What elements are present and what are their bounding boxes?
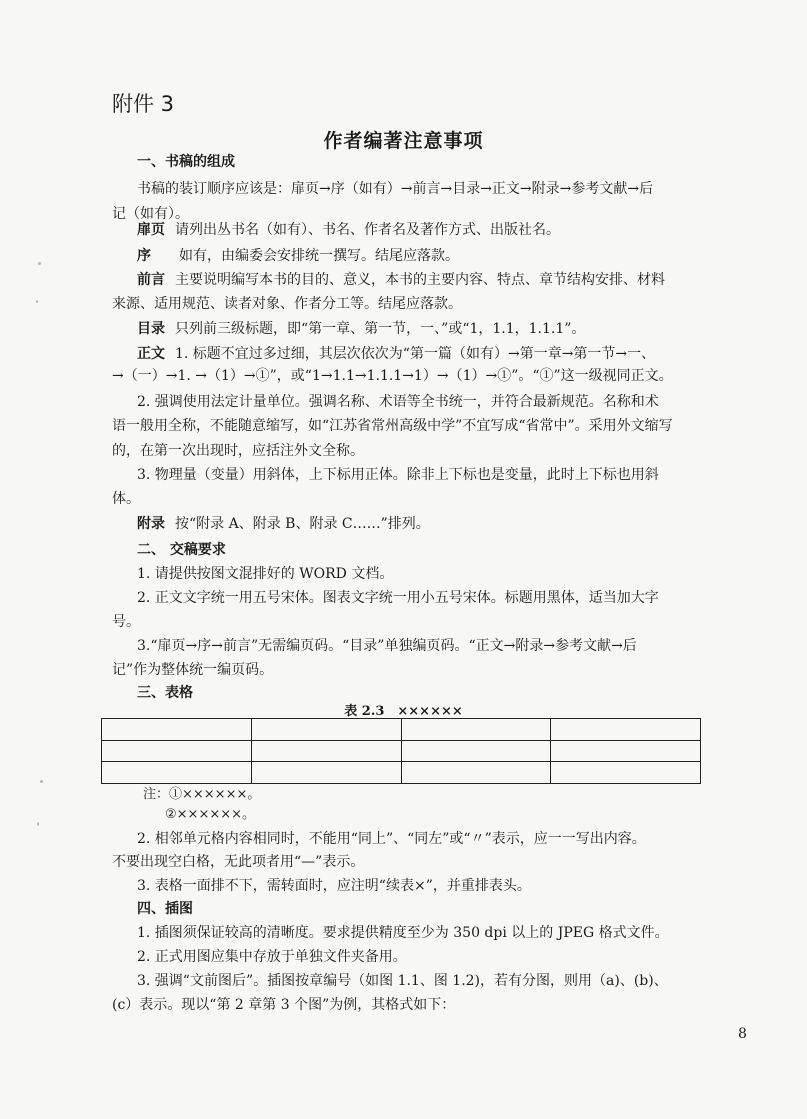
table-item-2-line-2: 不要出现空白格，无此项者用“—”表示。 — [112, 854, 365, 870]
table-note-1: 注：①××××××。 — [143, 787, 261, 802]
zhengwen-item-1-line-1: 1. 标题不宜过多过细，其层次依次为“第一篇（如有）→第一章→第一节→一、 — [175, 346, 656, 362]
table-row — [102, 740, 701, 762]
fulu-paragraph — [137, 515, 430, 533]
table-cell — [551, 719, 701, 741]
xu-paragraph — [137, 247, 459, 265]
table-cell — [251, 762, 401, 784]
delivery-item-3-line-2: 记”作为整体统一编页码。 — [112, 662, 274, 678]
table-row — [102, 719, 701, 741]
xu-label: 序 — [137, 248, 151, 264]
table-note-2: ②××××××。 — [165, 807, 256, 822]
feiye-text: 请列出丛书名（如有）、书名、作者名及著作方式、出版社名。 — [175, 222, 560, 238]
delivery-item-2-line-1: 2. 正文文字统一用五号宋体。图表文字统一用小五号宋体。标题用黑体，适当加大字 — [137, 590, 659, 606]
zhengwen-item-2-line-2: 语一般用全称，不能随意缩写，如“江苏省常州高级中学”不宜写成“省常中”。采用外文缩写 — [112, 418, 673, 434]
section-1-heading: 一、书稿的组成 — [137, 154, 235, 170]
section-3-heading: 三、表格 — [137, 685, 193, 701]
table-cell — [251, 719, 401, 741]
figure-item-1: 1. 插图须保证较高的清晰度。要求提供精度至少为 350 dpi 以上的 JPEG 格式文件。 — [137, 925, 669, 941]
section-2-heading: 二、 交稿要求 — [137, 542, 226, 558]
table-item-3: 3. 表格一面排不下，需转面时，应注明“续表×”，并重排表头。 — [137, 878, 531, 894]
qianyan-paragraph — [137, 271, 665, 289]
document-title: 作者编著注意事项 — [323, 130, 484, 152]
zhengwen-paragraph — [137, 345, 655, 363]
mulu-paragraph — [137, 320, 585, 338]
section-4-heading: 四、插图 — [137, 901, 193, 917]
order-text-line-1: 书稿的装订顺序应该是：扉页→序（如有）→前言→目录→正文→附录→参考文献→后 — [137, 181, 654, 197]
delivery-item-3-line-1: 3.“扉页→序→前言”无需编页码。“目录”单独编页码。“正文→附录→参考文献→后 — [137, 638, 637, 654]
table-caption: 表 2.3 ×××××× — [344, 704, 463, 719]
qianyan-text-1: 主要说明编写本书的目的、意义，本书的主要内容、特点、章节结构安排、材料 — [175, 272, 665, 288]
feiye-paragraph — [137, 221, 560, 239]
qianyan-label: 前言 — [137, 272, 165, 288]
zhengwen-item-2-line-1: 2. 强调使用法定计量单位。强调名称、术语等全书统一，并符合最新规范。名称和术 — [137, 394, 659, 410]
table-cell — [401, 762, 551, 784]
table-cell — [102, 762, 252, 784]
scan-speck — [37, 822, 39, 826]
zhengwen-label: 正文 — [137, 346, 165, 362]
figure-item-3-line-2: (c）表示。现以“第 2 章第 3 个图”为例，其格式如下： — [112, 997, 456, 1013]
attachment-label: 附件 3 — [112, 92, 175, 116]
page-number: 8 — [738, 1026, 747, 1042]
table-cell — [401, 740, 551, 762]
scan-speck — [38, 262, 41, 265]
feiye-label: 扉页 — [137, 222, 165, 238]
table-cell — [551, 762, 701, 784]
mulu-text: 只列前三级标题，即“第一章、第一节，一、”或“1，1.1，1.1.1”。 — [175, 321, 586, 337]
table-cell — [551, 740, 701, 762]
table-cell — [251, 740, 401, 762]
fulu-text: 按“附录 A、附录 B、附录 C……”排列。 — [175, 516, 430, 532]
scan-speck — [40, 780, 43, 783]
delivery-item-2-line-2: 号。 — [112, 614, 140, 630]
delivery-item-1: 1. 请提供按图文混排好的 WORD 文档。 — [137, 566, 394, 582]
fulu-label: 附录 — [137, 516, 165, 532]
example-table — [101, 718, 701, 784]
table-cell — [102, 719, 252, 741]
table-row — [102, 762, 701, 784]
table-cell — [401, 719, 551, 741]
mulu-label: 目录 — [137, 321, 165, 337]
qianyan-text-line-2: 来源、适用规范、读者对象、作者分工等。结尾应落款。 — [112, 296, 462, 312]
table-cell — [102, 740, 252, 762]
zhengwen-item-3-line-1: 3. 物理量（变量）用斜体，上下标用正体。除非上下标也是变量，此时上下标也用斜 — [137, 467, 659, 483]
order-text-line-2: 记（如有）。 — [112, 206, 189, 222]
figure-item-3-line-1: 3. 强调“文前图后”。插图按章编号（如图 1.1、图 1.2)，若有分图，则用（a)、(b)、 — [137, 973, 668, 989]
zhengwen-item-1-line-2: →（一）→1. →（1）→①”，或“1→1.1→1.1.1→1）→（1）→①”。“①”这一级视同正文。 — [112, 368, 673, 384]
xu-text: 如有，由编委会安排统一撰写。结尾应落款。 — [179, 248, 459, 264]
table-item-2-line-1: 2. 相邻单元格内容相同时，不能用“同上”、“同左”或“〃”表示，应一一写出内容。 — [137, 831, 646, 847]
figure-item-2: 2. 正式用图应集中存放于单独文件夹备用。 — [137, 949, 407, 965]
zhengwen-item-3-line-2: 体。 — [112, 491, 140, 507]
scan-speck — [36, 300, 38, 303]
zhengwen-item-2-line-3: 的，在第一次出现时，应括注外文全称。 — [112, 443, 364, 459]
